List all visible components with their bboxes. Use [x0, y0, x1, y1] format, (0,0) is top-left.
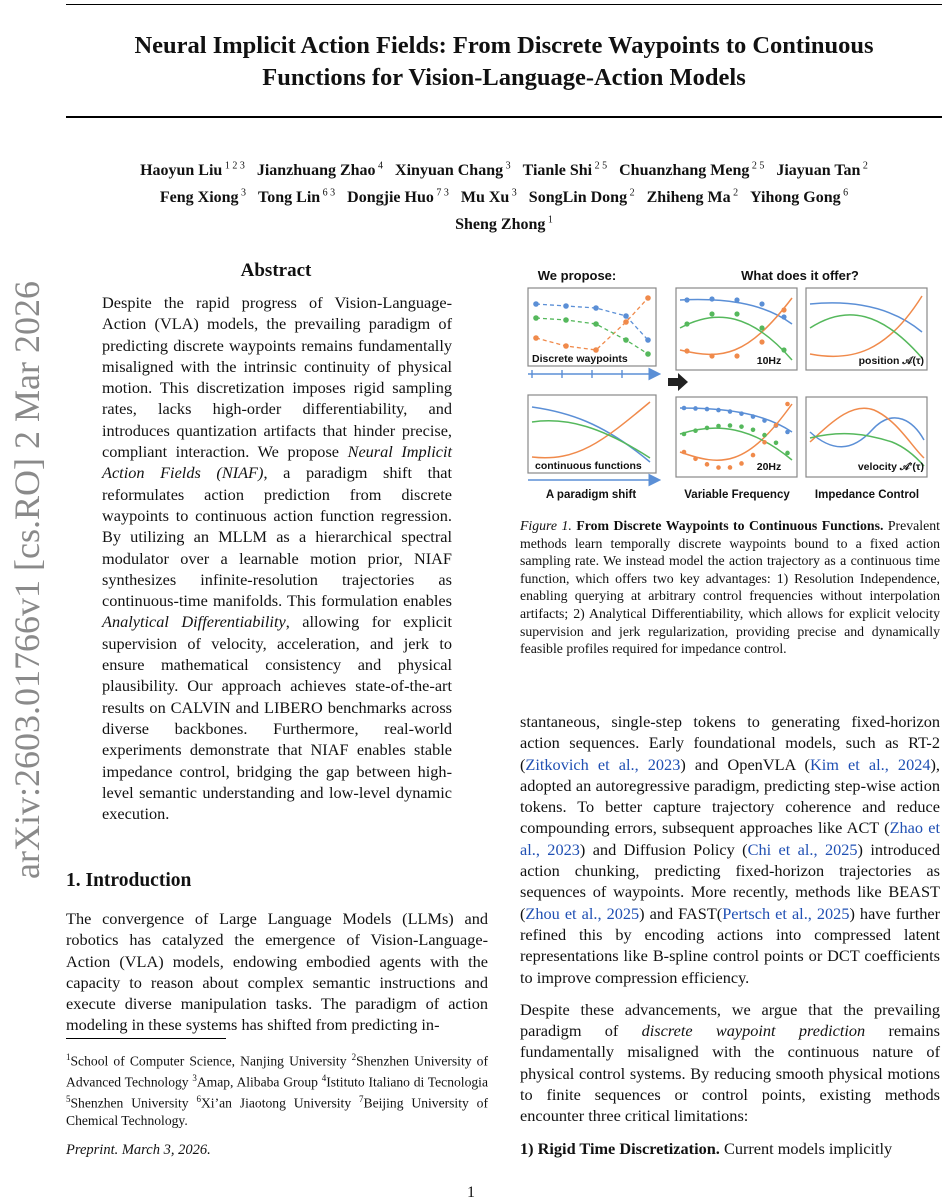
waypoint-dot — [739, 461, 744, 466]
waypoint-dot — [762, 418, 767, 423]
waypoint-dot — [774, 441, 779, 446]
author-affiliation: 6 3 — [320, 187, 336, 199]
waypoint-dot — [781, 347, 786, 352]
waypoint-dot — [684, 321, 689, 326]
position-label: position 𝒜(τ) — [858, 355, 924, 367]
paragraph: 1) Rigid Time Discretization. Current models implicitly — [520, 1138, 893, 1158]
panel-position — [806, 288, 927, 370]
right-column-body — [520, 711, 940, 1159]
waypoint-dot — [593, 305, 599, 311]
author-name: Yihong Gong $^6$ — [750, 187, 849, 207]
footnote-marker: 5 — [66, 1094, 71, 1105]
author-name: Dongjie Huo $^{7 3}$ — [347, 187, 449, 207]
author-list — [66, 156, 942, 236]
discrete-waypoints-label: Discrete waypoints — [532, 353, 628, 365]
waypoint-dot — [751, 453, 756, 458]
waypoint-dot — [734, 297, 739, 302]
footnote-affiliation: Shenzhen University of Advanced Technology — [66, 1053, 488, 1090]
top-rule — [66, 4, 942, 5]
waypoint-dot — [705, 462, 710, 467]
waypoint-dot — [645, 337, 651, 343]
footnote-marker: 1 — [66, 1052, 71, 1062]
waypoint-dot — [716, 408, 721, 413]
paper-title: Neural Implicit Action Fields: From Discrete Waypoints to Continuous Functions for Vision-Language-Action Models — [134, 32, 874, 91]
author-affiliation: 3 — [509, 187, 517, 199]
waypoint-dot — [785, 430, 790, 435]
variable-frequency-label: Variable Frequency — [684, 489, 790, 501]
waypoint-dot — [751, 427, 756, 432]
waypoint-dot — [693, 456, 698, 461]
waypoint-dot — [563, 343, 569, 349]
author-affiliation: 2 — [730, 187, 739, 199]
citation-link[interactable]: Chi et al., 2025 — [747, 839, 858, 859]
waypoint-dot — [785, 451, 790, 456]
panel-velocity — [806, 397, 927, 477]
author-name: Tianle Shi $^{2 5}$ — [522, 161, 608, 180]
waypoint-dot — [759, 339, 764, 344]
author-affiliation: 4 — [375, 161, 384, 172]
sampling-axis — [528, 370, 658, 378]
panel-10hz — [676, 288, 797, 370]
waypoint-dot — [762, 433, 767, 438]
paradigm-shift-label: A paradigm shift — [545, 489, 637, 501]
footnote-affiliation: Shenzhen University — [70, 1095, 197, 1111]
waypoint-dot — [734, 353, 739, 358]
author-affiliation: 2 — [627, 187, 635, 199]
footnote-affiliation: Istituto Italiano di Tecnologia — [326, 1074, 488, 1090]
author-name: Jiayuan Tan $^2$ — [776, 161, 868, 180]
waypoint-dot — [728, 423, 733, 428]
author-affiliation: 1 2 3 — [222, 161, 245, 172]
figure-1-caption: Figure 1. From Discrete Waypoints to Continuous Functions. Prevalent methods learn temporally discrete waypoints bound to a fixed action sampling rate. We instead model the action trajectory as a continuous time function, which offers two key advantages: 1) Resolution Independence, enabling querying at arbitrary control frequencies without interpolation artifacts; 2) Analytical Differentiability, which allows for explicit velocity supervision and jerk regularization, providing precise and dynamically feasible profiles required for impedance control. — [520, 518, 940, 657]
author-name: Jianzhuang Zhao $^4$ — [256, 161, 384, 180]
waypoint-dot — [533, 315, 539, 321]
paragraph: Despite these advancements, we argue that the prevailing paradigm of discrete waypoint prediction remains fundamentally misaligned with the continuous nature of physical control systems. By reducing smooth physical motions to finite sequences or control points, existing methods encounter three critical limitations: — [520, 999, 941, 1126]
continuous-functions-label: continuous functions — [535, 460, 642, 472]
author-name: Feng Xiong $^3$ — [159, 187, 247, 207]
waypoint-dot — [593, 321, 599, 327]
citation-link[interactable]: Zhao et al., 2023 — [520, 818, 940, 859]
waypoint-dot — [645, 351, 651, 357]
waypoint-dot — [716, 465, 721, 470]
waypoint-dot — [759, 325, 764, 330]
author-name: Mu Xu $^3$ — [460, 187, 517, 207]
footnote-marker: 7 — [359, 1094, 364, 1105]
arrow-right-icon — [668, 373, 688, 391]
waypoint-dot — [593, 347, 599, 353]
footnote-marker: 6 — [196, 1094, 201, 1105]
footnote-affiliation: Xi’an Jiaotong University — [200, 1095, 359, 1111]
citation-link[interactable]: Zhou et al., 2025 — [525, 903, 640, 923]
we-propose-label: We propose: — [537, 268, 617, 283]
waypoint-dot — [781, 314, 786, 319]
author-affiliation: 6 — [840, 187, 849, 199]
author-affiliation: 2 5 — [592, 161, 608, 172]
waypoint-dot — [705, 426, 710, 431]
abstract-body: Despite the rapid progress of Vision-Language-Action (VLA) models, the prevailing paradigm of predicting discrete waypoints remains fundamentally misaligned with the intrinsic continuity of physical motion. This discretization imposes rigid sampling rates, lacks high-order differentiability, and introduces quantization artifacts that hinder precise, compliant interaction. We propose Neural Implicit Action Fields (NIAF), a paradigm shift that reformulates action prediction from discrete waypoints to continuous action function regression. By utilizing an MLLM as a hierarchical spectral modulator over a learnable motion prior, NIAF synthesizes infinite-resolution trajectories as continuous-time manifolds. This formulation enables Analytical Differentiability, allowing for explicit supervision of velocity, acceleration, and jerk to ensure mathematical consistency and physical plausibility. Our approach achieves state-of-the-art results on CALVIN and LIBERO benchmarks across diverse backbones. Furthermore, real-world experiments demonstrate that NIAF enables stable impedance control, bridging the gap between high-level semantic understanding and low-level dynamic execution. — [102, 293, 453, 824]
waypoint-dot — [533, 301, 539, 307]
author-name: Chuanzhang Meng $^{2 5}$ — [619, 161, 765, 180]
footnote-affiliation: Beijing University of Chemical Technology. — [66, 1095, 488, 1129]
author-name: Zhiheng Ma $^2$ — [646, 187, 739, 207]
waypoint-dot — [774, 423, 779, 428]
author-affiliation: 2 5 — [749, 161, 765, 172]
waypoint-dot — [693, 406, 698, 411]
waypoint-dot — [728, 465, 733, 470]
footnote-rule — [66, 1038, 226, 1039]
waypoint-dot — [623, 313, 629, 319]
waypoint-dot — [563, 317, 569, 323]
waypoint-dot — [684, 348, 689, 353]
what-offer-label: What does it offer? — [741, 268, 859, 283]
waypoint-dot — [684, 297, 689, 302]
waypoint-dot — [716, 424, 721, 429]
author-name: SongLin Dong $^2$ — [528, 187, 635, 207]
author-affiliation: 2 — [860, 161, 868, 172]
waypoint-dot — [563, 303, 569, 309]
introduction-body: The convergence of Large Language Models (LLMs) and robotics has catalyzed the emergence of Vision-Language-Action (VLA) models, endowing embodied agents with the capacity to reason about complex semantic instructions and execute diverse manipulation tasks. The paradigm of action modeling in these systems has shifted from predicting in- — [66, 909, 488, 1035]
waypoint-dot — [623, 319, 629, 325]
author-affiliation: 1 — [545, 214, 553, 226]
waypoint-dot — [739, 411, 744, 416]
panel-20hz — [676, 397, 797, 477]
author-name: Tong Lin $^{6 3}$ — [258, 187, 336, 207]
citation-link[interactable]: Pertsch et al., 2025 — [722, 903, 850, 923]
footnote-affiliation: School of Computer Science, Nanjing University — [70, 1053, 352, 1069]
affiliations-footnote — [66, 1049, 488, 1130]
arxiv-stamp: arXiv:2603.01766v1 [cs.RO] 2 Mar 2026 — [7, 281, 47, 879]
figure-1 — [522, 262, 942, 507]
title-rule — [66, 116, 942, 118]
section-heading-introduction: 1. Introduction — [66, 870, 192, 891]
page-number: 1 — [467, 1184, 475, 1201]
waypoint-dot — [781, 307, 786, 312]
footnote-affiliation: Amap, Alibaba Group — [196, 1074, 322, 1090]
waypoint-dot — [705, 407, 710, 412]
panel-continuous-functions — [528, 395, 656, 473]
preprint-date: Preprint. March 3, 2026. — [66, 1142, 211, 1158]
waypoint-dot — [709, 311, 714, 316]
waypoint-dot — [709, 296, 714, 301]
waypoint-dot — [682, 406, 687, 411]
waypoint-dot — [709, 353, 714, 358]
footnote-marker: 3 — [192, 1073, 197, 1084]
footnote-marker: 2 — [351, 1052, 357, 1062]
author-affiliation: 3 — [238, 187, 247, 199]
waypoint-dot — [762, 440, 767, 445]
abstract-heading: Abstract — [240, 260, 312, 281]
waypoint-dot — [623, 337, 629, 343]
waypoint-dot — [734, 311, 739, 316]
waypoint-dot — [759, 301, 764, 306]
citation-link[interactable]: Zitkovich et al., 2023 — [525, 754, 681, 774]
waypoint-dot — [751, 414, 756, 419]
impedance-control-label: Impedance Control — [814, 489, 920, 501]
waypoint-dot — [645, 295, 651, 301]
waypoint-dot — [693, 428, 698, 433]
author-name: Haoyun Liu $^{1 2 3}$ — [140, 161, 245, 180]
waypoint-dot — [533, 335, 539, 341]
author-name: Xinyuan Chang $^3$ — [395, 161, 511, 180]
waypoint-dot — [682, 432, 687, 437]
waypoint-dot — [785, 402, 790, 407]
citation-link[interactable]: Kim et al., 2024 — [809, 754, 931, 774]
author-name: Sheng Zhong $^1$ — [455, 214, 553, 233]
rate-20hz-label: 20Hz — [756, 461, 782, 473]
author-affiliation: 3 — [503, 161, 511, 172]
waypoint-dot — [682, 450, 687, 455]
rate-10hz-label: 10Hz — [756, 355, 782, 367]
waypoint-dot — [728, 409, 733, 414]
paragraph: stantaneous, single-step tokens to generating fixed-horizon action sequences. Early foundational models, such as RT-2 (Zitkovich et al., 2023) and OpenVLA (Kim et al., 2024), adopted an autoregressive paradigm, predicting step-wise action tokens. To better capture trajectory coherence and reduce compounding errors, subsequent approaches like ACT (Zhao et al., 2023) and Diffusion Policy (Chi et al., 2025) introduced action chunking, predicting fixed-horizon trajectories as sequences of waypoints. More recently, methods like BEAST (Zhou et al., 2025) and FAST(Pertsch et al., 2025) have further refined this by encoding actions into compressed latent representations like B-spline control points or DCT coefficients to improve compression efficiency. — [520, 712, 941, 987]
velocity-label: velocity 𝒜′(τ) — [857, 461, 924, 473]
waypoint-dot — [739, 424, 744, 429]
author-affiliation: 7 3 — [433, 187, 449, 199]
footnote-marker: 4 — [321, 1073, 327, 1084]
panel-discrete-waypoints — [528, 288, 656, 366]
